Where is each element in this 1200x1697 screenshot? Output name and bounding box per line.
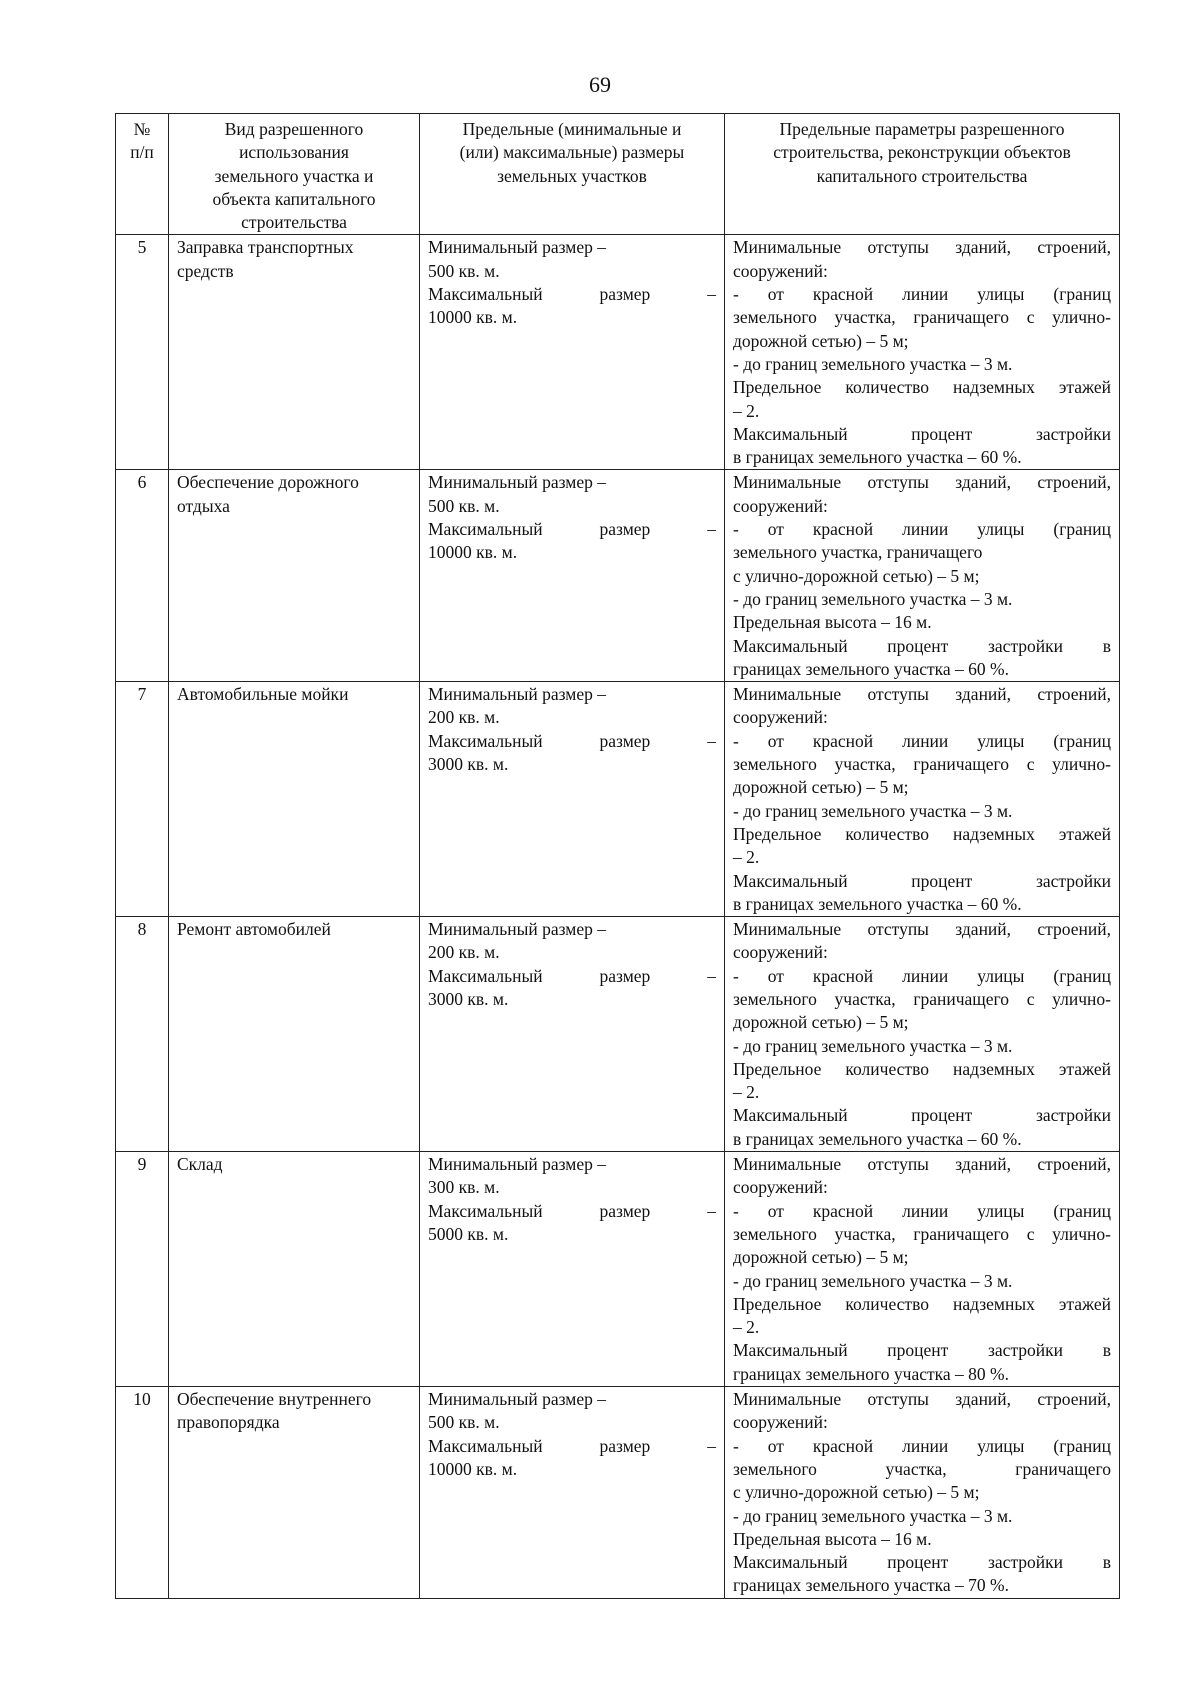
table-row (116, 1152, 1120, 1387)
parameter-line: границах земельного участка – 80 %. (733, 1363, 1009, 1384)
parameter-line: - до границ земельного участка – 3 м. (733, 353, 1013, 374)
table-row (116, 470, 1120, 682)
row-number: 10 (116, 1387, 169, 1599)
plot-size-line: Максимальный размер – (428, 284, 716, 305)
parameter-line: земельного участка, граничащего с улично- (733, 1223, 1111, 1244)
parameter-line: Максимальный процент застройки (733, 1105, 1111, 1126)
parameter-line: дорожной сетью) – 5 м; (733, 777, 909, 798)
parameter-line: с улично-дорожной сетью) – 5 м; (733, 565, 980, 586)
parameter-line: - от красной линии улицы (границ (733, 1435, 1111, 1456)
header-number (116, 114, 169, 235)
parameter-line: Предельное количество надземных этажей (733, 1058, 1111, 1079)
header-land-use (169, 114, 420, 235)
parameter-line: - до границ земельного участка – 3 м. (733, 588, 1013, 609)
parameter-line: Максимальный процент застройки (733, 870, 1111, 891)
parameter-line: Предельная высота – 16 м. (733, 1528, 932, 1549)
parameter-line: Предельное количество надземных этажей (733, 1293, 1111, 1314)
parameter-line: – 2. (733, 847, 760, 868)
plot-size-limits (420, 1152, 725, 1387)
parameter-line: земельного участка, граничащего с улично- (733, 754, 1111, 775)
plot-size-limits (420, 235, 725, 470)
plot-size-line: Максимальный размер – (428, 730, 716, 751)
parameter-line: земельного участка, граничащего (733, 542, 983, 563)
table-row (116, 917, 1120, 1152)
parameter-line: - от красной линии улицы (границ (733, 284, 1111, 305)
parameter-line: Минимальные отступы зданий, строений, (733, 919, 1111, 940)
parameter-line: - до границ земельного участка – 3 м. (733, 800, 1013, 821)
header-line: строительства, реконструкции объектов (773, 142, 1071, 163)
parameter-line: сооружений: (733, 1412, 828, 1433)
header-line: объекта капитального (212, 188, 376, 209)
land-use-line: Автомобильные мойки (177, 684, 349, 705)
table-row (116, 682, 1120, 917)
plot-size-line: Минимальный размер – (428, 472, 607, 493)
parameter-line: дорожной сетью) – 5 м; (733, 1012, 909, 1033)
land-use-line: Заправка транспортных (177, 237, 354, 258)
parameter-line: Минимальные отступы зданий, строений, (733, 472, 1111, 493)
land-use-type (169, 470, 420, 682)
parameter-line: земельного участка, граничащего с улично- (733, 307, 1111, 328)
plot-size-line: 5000 кв. м. (428, 1223, 509, 1244)
parameter-line: сооружений: (733, 707, 828, 728)
zoning-parameters-table (115, 113, 1120, 1599)
table-header-row (116, 114, 1120, 235)
table-row (116, 235, 1120, 470)
construction-parameters (725, 470, 1120, 682)
parameter-line: земельного участка, граничащего (733, 1458, 1111, 1479)
parameter-line: сооружений: (733, 1177, 828, 1198)
construction-parameters (725, 235, 1120, 470)
parameter-line: - от красной линии улицы (границ (733, 519, 1111, 540)
parameter-line: Минимальные отступы зданий, строений, (733, 684, 1111, 705)
plot-size-line: 3000 кв. м. (428, 988, 509, 1009)
parameter-line: дорожной сетью) – 5 м; (733, 1247, 909, 1268)
header-line: Предельные (минимальные и (462, 119, 682, 139)
plot-size-line: 500 кв. м. (428, 260, 500, 281)
row-number: 9 (116, 1152, 169, 1387)
plot-size-line: Минимальный размер – (428, 237, 607, 258)
plot-size-line: 500 кв. м. (428, 1412, 500, 1433)
parameter-line: Максимальный процент застройки в (733, 1340, 1111, 1361)
parameter-line: сооружений: (733, 260, 828, 281)
plot-size-line: Максимальный размер – (428, 1200, 716, 1221)
plot-size-line: Максимальный размер – (428, 1435, 716, 1456)
parameter-line: границах земельного участка – 70 %. (733, 1575, 1009, 1596)
land-use-line: отдыха (177, 495, 230, 516)
row-number: 5 (116, 235, 169, 470)
header-line: Предельные параметры разрешенного (779, 119, 1065, 139)
table-row (116, 1387, 1120, 1599)
land-use-type (169, 682, 420, 917)
parameter-line: Минимальные отступы зданий, строений, (733, 237, 1111, 258)
plot-size-limits (420, 682, 725, 917)
plot-size-limits (420, 470, 725, 682)
parameter-line: Предельная высота – 16 м. (733, 612, 932, 633)
table-body (116, 235, 1120, 1598)
parameter-line: - до границ земельного участка – 3 м. (733, 1505, 1013, 1526)
parameter-line: - до границ земельного участка – 3 м. (733, 1270, 1013, 1291)
plot-size-line: Максимальный размер – (428, 965, 716, 986)
plot-size-line: 500 кв. м. (428, 495, 500, 516)
parameter-line: Максимальный процент застройки в (733, 635, 1111, 656)
parameter-line: Предельное количество надземных этажей (733, 377, 1111, 398)
parameter-line: в границах земельного участка – 60 %. (733, 447, 1022, 468)
parameter-line: земельного участка, граничащего с улично- (733, 988, 1111, 1009)
land-use-type (169, 1387, 420, 1599)
plot-size-limits (420, 917, 725, 1152)
land-use-line: Склад (177, 1154, 223, 1175)
plot-size-line: 200 кв. м. (428, 707, 500, 728)
header-line: земельного участка и (214, 165, 374, 186)
parameter-line: – 2. (733, 1317, 760, 1338)
parameter-line: - до границ земельного участка – 3 м. (733, 1035, 1013, 1056)
plot-size-line: 3000 кв. м. (428, 754, 509, 775)
header-line: капитального строительства (816, 165, 1028, 186)
plot-size-line: 10000 кв. м. (428, 542, 518, 563)
parameter-line: границах земельного участка – 60 %. (733, 658, 1009, 679)
plot-size-line: Максимальный размер – (428, 519, 716, 540)
plot-size-line: 200 кв. м. (428, 942, 500, 963)
header-line: (или) максимальные) размеры (459, 142, 685, 163)
row-number: 8 (116, 917, 169, 1152)
parameter-line: Максимальный процент застройки (733, 423, 1111, 444)
plot-size-line: Минимальный размер – (428, 919, 607, 940)
header-plot-sizes (420, 114, 725, 235)
construction-parameters (725, 917, 1120, 1152)
header-line: строительства (241, 212, 347, 233)
parameter-line: дорожной сетью) – 5 м; (733, 330, 909, 351)
header-line: земельных участков (497, 165, 647, 186)
parameter-line: с улично-дорожной сетью) – 5 м; (733, 1482, 980, 1503)
parameter-line: – 2. (733, 1082, 760, 1103)
row-number: 6 (116, 470, 169, 682)
parameter-line: Минимальные отступы зданий, строений, (733, 1389, 1111, 1410)
parameter-line: сооружений: (733, 942, 828, 963)
plot-size-line: Минимальный размер – (428, 684, 607, 705)
construction-parameters (725, 1152, 1120, 1387)
plot-size-limits (420, 1387, 725, 1599)
land-use-line: Обеспечение внутреннего (177, 1389, 372, 1410)
parameter-line: сооружений: (733, 495, 828, 516)
plot-size-line: Минимальный размер – (428, 1389, 607, 1410)
land-use-type (169, 235, 420, 470)
parameter-line: - от красной линии улицы (границ (733, 1200, 1111, 1221)
land-use-type (169, 917, 420, 1152)
header-line: № (133, 119, 151, 139)
page-number: 69 (589, 72, 611, 97)
land-use-line: Ремонт автомобилей (177, 919, 331, 940)
land-use-line: средств (177, 260, 234, 281)
land-use-line: правопорядка (177, 1412, 280, 1433)
parameter-line: в границах земельного участка – 60 %. (733, 893, 1022, 914)
parameter-line: - от красной линии улицы (границ (733, 965, 1111, 986)
plot-size-line: 300 кв. м. (428, 1177, 500, 1198)
land-use-type (169, 1152, 420, 1387)
parameter-line: Максимальный процент застройки в (733, 1552, 1111, 1573)
header-line: использования (239, 142, 349, 163)
header-line: Вид разрешенного (224, 119, 364, 139)
header-line: п/п (130, 142, 154, 163)
parameter-line: Минимальные отступы зданий, строений, (733, 1154, 1111, 1175)
row-number: 7 (116, 682, 169, 917)
parameter-line: в границах земельного участка – 60 %. (733, 1128, 1022, 1149)
land-use-line: Обеспечение дорожного (177, 472, 359, 493)
construction-parameters (725, 682, 1120, 917)
plot-size-line: 10000 кв. м. (428, 307, 518, 328)
plot-size-line: Минимальный размер – (428, 1154, 607, 1175)
plot-size-line: 10000 кв. м. (428, 1458, 518, 1479)
construction-parameters (725, 1387, 1120, 1599)
parameter-line: Предельное количество надземных этажей (733, 823, 1111, 844)
header-construction-params (725, 114, 1120, 235)
parameter-line: - от красной линии улицы (границ (733, 730, 1111, 751)
parameter-line: – 2. (733, 400, 760, 421)
